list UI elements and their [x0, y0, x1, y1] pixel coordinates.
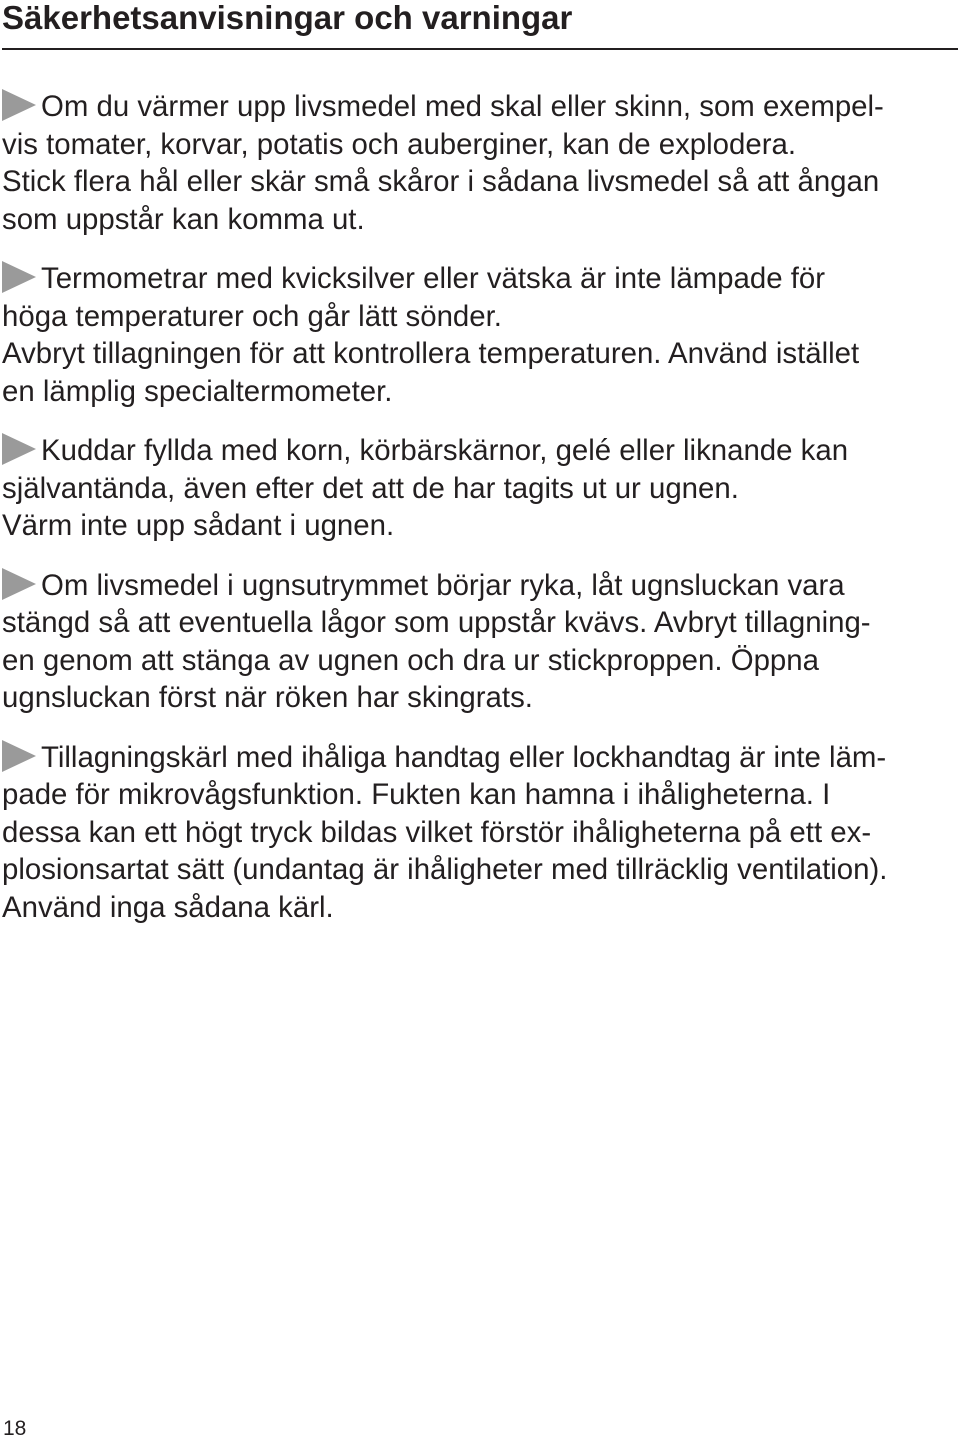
warning-line — [2, 88, 954, 126]
warning-item — [2, 260, 954, 410]
warning-line: ugnsluckan först när röken har skingrats. — [2, 681, 533, 714]
warning-line: plosionsartat sätt (undantag är ihåligheter med tillräcklig ventilation). — [2, 853, 888, 886]
warning-text: Kuddar fyllda med korn, körbärskärnor, gelé eller liknande kan — [41, 434, 849, 467]
warning-item — [2, 567, 954, 717]
page-title: Säkerhetsanvisningar och varningar — [2, 0, 573, 36]
arrow-right-icon — [2, 433, 36, 465]
warning-line: Värm inte upp sådant i ugnen. — [2, 509, 395, 542]
warnings-list — [2, 88, 954, 948]
warning-line: dessa kan ett högt tryck bildas vilket förstör ihåligheterna på ett ex- — [2, 815, 872, 849]
warning-line: en genom att stänga av ugnen och dra ur stickproppen. Öppna — [2, 643, 819, 677]
warning-line — [2, 567, 954, 605]
page-number: 18 — [3, 1417, 27, 1440]
warning-item — [2, 739, 954, 927]
warning-line: självantända, även efter det att de har tagits ut ur ugnen. — [2, 471, 739, 505]
warning-item — [2, 432, 954, 545]
warning-line: Stick flera hål eller skär små skåror i sådana livsmedel så att ångan — [2, 165, 880, 198]
warning-line — [2, 432, 954, 470]
warning-line — [2, 260, 954, 298]
warning-line: stängd så att eventuella lågor som uppstår kvävs. Avbryt tillagning- — [2, 606, 871, 639]
warning-line: vis tomater, korvar, potatis och auberginer, kan de explodera. — [2, 127, 797, 161]
arrow-right-icon — [2, 261, 36, 293]
warning-text: Termometrar med kvicksilver eller vätska är inte lämpade för — [41, 262, 826, 295]
warning-item — [2, 88, 954, 238]
arrow-right-icon — [2, 740, 36, 772]
warning-line: pade för mikrovågsfunktion. Fukten kan hamna i ihåligheterna. I — [2, 778, 831, 811]
warning-line: Använd inga sådana kärl. — [2, 890, 334, 924]
title-divider — [2, 48, 958, 50]
arrow-right-icon — [2, 568, 36, 600]
warning-line: som uppstår kan komma ut. — [2, 202, 365, 236]
warning-line — [2, 739, 954, 777]
warning-line: en lämplig specialtermometer. — [2, 374, 393, 408]
warning-line: höga temperaturer och går lätt sönder. — [2, 299, 502, 333]
warning-text: Om du värmer upp livsmedel med skal eller skinn, som exempel- — [41, 90, 884, 123]
warning-text: Tillagningskärl med ihåliga handtag eller lockhandtag är inte läm- — [41, 740, 887, 774]
warning-line: Avbryt tillagningen för att kontrollera temperaturen. Använd istället — [2, 337, 860, 370]
arrow-right-icon — [2, 89, 36, 121]
warning-text: Om livsmedel i ugnsutrymmet börjar ryka, låt ugnsluckan vara — [41, 568, 845, 602]
